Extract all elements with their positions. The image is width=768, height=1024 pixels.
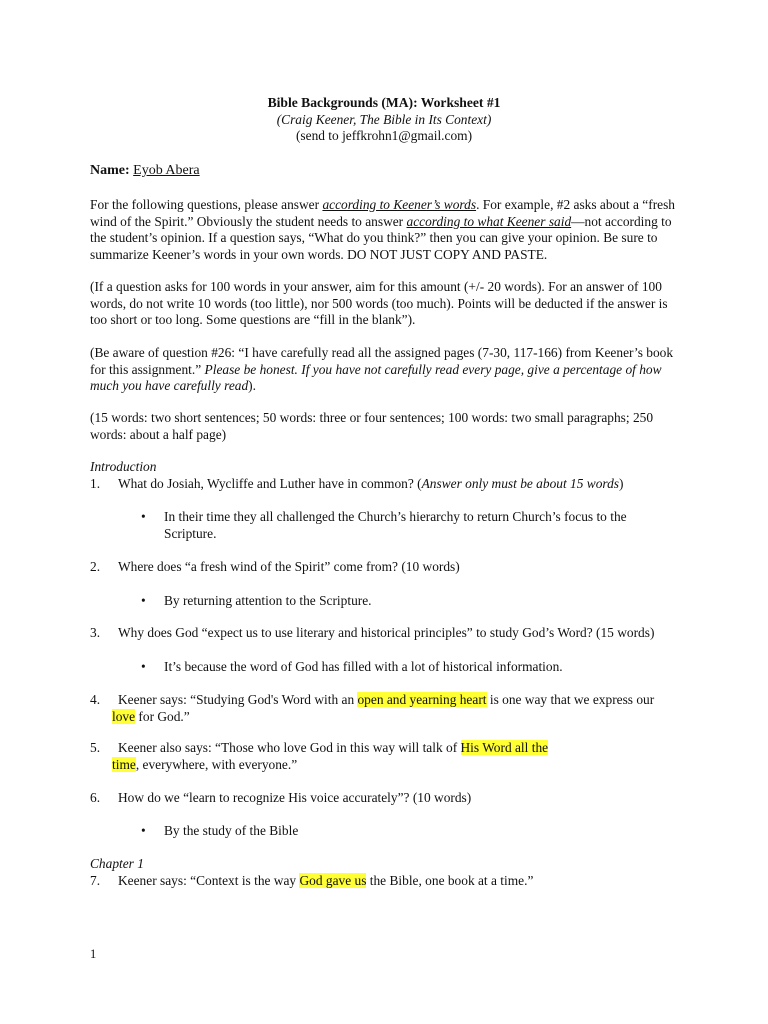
highlighted-text: love [112, 709, 136, 724]
instr-text: ). [248, 378, 256, 394]
section-introduction: Introduction [90, 459, 157, 474]
question-number: 6. [90, 790, 101, 805]
question-text: Why does God “expect us to use literary and historical principles” to study God’s Word? (15 words) [118, 625, 655, 640]
question-text: Where does “a fresh wind of the Spirit” come from? (10 words) [118, 559, 460, 574]
student-name: Eyob Abera [133, 163, 200, 178]
instr-text: . For example, #2 asks about a “fresh wind of the Spirit.” Obviously the student needs to answer [90, 197, 676, 229]
highlighted-text: open and yearning heart [357, 692, 487, 707]
bullet-icon: • [141, 823, 146, 838]
instr-text: —not according to the student’s opinion. If a question says, “What do you think?” then you can give your opinion. Be sure to summarize Keener’s words in your own words. DO NOT JUST COPY AND PASTE. [90, 213, 672, 262]
instructions-paragraph-3 [90, 345, 678, 395]
instructions-paragraph-2: (If a question asks for 100 words in your answer, aim for this amount (+/- 20 words). For an answer of 100 words, do not write 10 words (too little), nor 500 words (too much). Points will be deducted if the answer is too short or too long. Some questions are “fill in the blank”). [90, 279, 668, 328]
question-number: 4. [90, 692, 101, 707]
answer-text: In their time they all challenged the Church’s hierarchy to return Church’s focus to the Scripture. [164, 509, 627, 541]
section-chapter-1: Chapter 1 [90, 856, 144, 871]
instr-text: For the following questions, please answer [90, 197, 323, 212]
instructions-paragraph-4: (15 words: two short sentences; 50 words: three or four sentences; 100 words: two small paragraphs; 250 words: about a half page) [90, 410, 654, 442]
question-number: 2. [90, 559, 101, 574]
bullet-icon: • [141, 659, 146, 674]
question-text-continued: time, everywhere, with everyone.” [112, 757, 298, 772]
instructions-paragraph-1 [90, 197, 678, 263]
send-to-line: (send to jeffkrohn1@gmail.com) [295, 128, 473, 144]
question-text: How do we “learn to recognize His voice accurately”? (10 words) [118, 790, 472, 805]
question-text-continued: love for God.” [112, 709, 190, 724]
highlighted-text: time [112, 757, 136, 772]
answer-text: By returning attention to the Scripture. [164, 593, 372, 608]
document-header [0, 95, 768, 145]
question-text: Keener also says: “Those who love God in this way will talk of His Word all the [118, 740, 549, 755]
bullet-icon: • [141, 509, 146, 524]
question-text: Keener says: “Studying God's Word with an open and yearning heart is one way that we express our [118, 692, 655, 707]
page-number: 1 [90, 947, 97, 961]
question-number: 5. [90, 740, 101, 755]
instr-emphasis: according to Keener’s words [322, 197, 477, 212]
question-number: 1. [90, 476, 101, 491]
question-text: What do Josiah, Wycliffe and Luther have in common? (Answer only must be about 15 words) [118, 476, 624, 491]
document-subtitle: (Craig Keener, The Bible in Its Context) [276, 111, 492, 127]
name-label: Name: [90, 163, 130, 178]
instr-emphasis: Please be honest. If you have not carefully read every page, give a percentage of how much you have carefully read [90, 361, 662, 394]
highlighted-text: God gave us [299, 873, 367, 888]
question-number: 3. [90, 625, 101, 640]
answer-text: It’s because the word of God has filled with a lot of historical information. [164, 659, 563, 674]
answer-text: By the study of the Bible [164, 823, 299, 838]
bullet-icon: • [141, 593, 146, 608]
student-name-line [90, 163, 678, 180]
question-number: 7. [90, 873, 101, 888]
instr-emphasis: according to what Keener said [406, 213, 572, 229]
question-text: Keener says: “Context is the way God gave us the Bible, one book at a time.” [118, 873, 534, 888]
highlighted-text: His Word all the [460, 740, 549, 755]
instr-text: (Be aware of question #26: “I have carefully read all the assigned pages (7-30, 117-166) from Keener’s book for this assignment.” [90, 345, 674, 377]
document-title: Bible Backgrounds (MA): Worksheet #1 [267, 95, 501, 110]
